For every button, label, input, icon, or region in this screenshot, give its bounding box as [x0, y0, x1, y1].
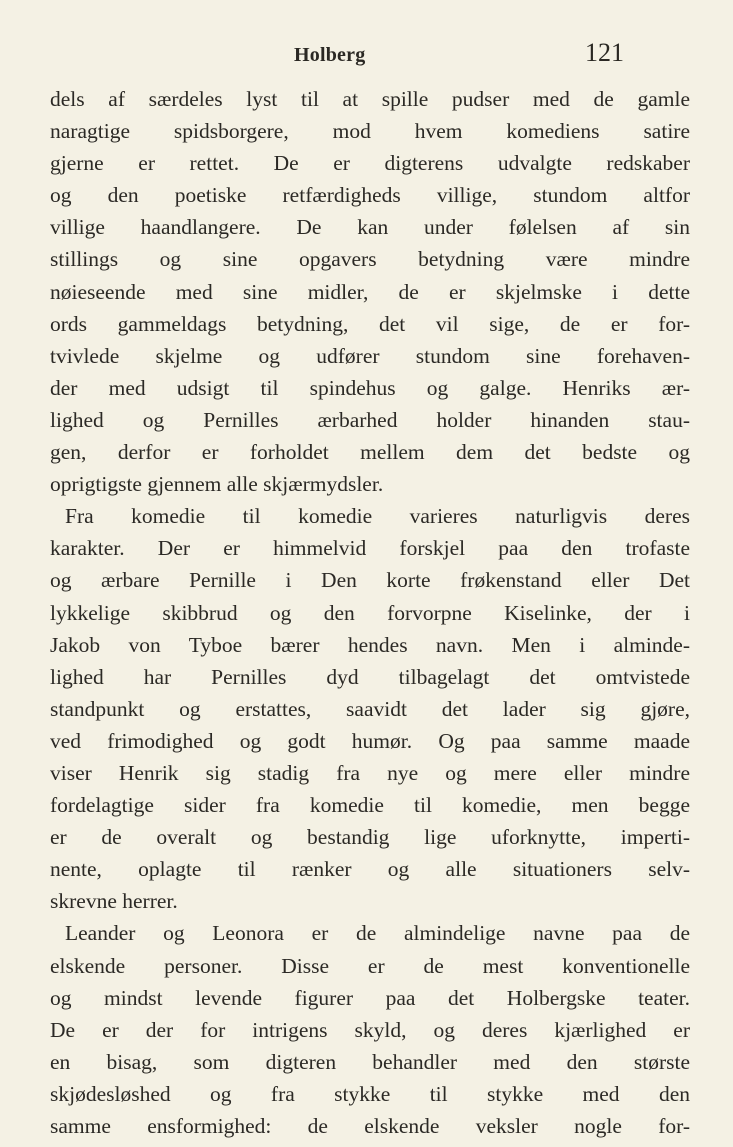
text-line: viser Henrik sig stadig fra nye og mere eller mindre	[50, 760, 690, 785]
text-line: gen, derfor er forholdet mellem dem det bedste og	[50, 440, 690, 465]
text-line: Leander og Leonora er de almindelige navne paa de	[65, 921, 690, 946]
text-line: dels af særdeles lyst til at spille pudser med de gamle	[50, 87, 690, 111]
text-line: tvivlede skjelme og udfører stundom sine forehaven-	[50, 343, 690, 368]
text-line: gjerne er rettet. De er digterens udvalgte redskaber	[50, 151, 690, 176]
text-line: oprigtigste gjennem alle skjærmydsler.	[50, 472, 384, 497]
text-line: fordelagtige sider fra komedie til komedie, men begge	[50, 793, 690, 818]
text-line: nente, oplagte til rænker og alle situationers selv-	[50, 857, 690, 882]
text-line: og ærbare Pernille i Den korte frøkenstand eller Det	[50, 568, 690, 593]
text-line: og mindst levende figurer paa det Holbergske teater.	[50, 985, 690, 1010]
text-line: standpunkt og erstattes, saavidt det lader sig gjøre,	[50, 696, 690, 721]
text-line: naragtige spidsborgere, mod hvem komediens satire	[50, 119, 690, 144]
text-line: ords gammeldags betydning, det vil sige, de er for-	[50, 311, 690, 336]
text-line: ved frimodighed og godt humør. Og paa samme maade	[50, 728, 690, 753]
text-line: er de overalt og bestandig lige uforknytte, imperti-	[50, 825, 690, 850]
page-number: 121	[585, 38, 624, 67]
text-line: samme ensformighed: de elskende veksler nogle for-	[50, 1114, 690, 1138]
body-text	[50, 83, 690, 1142]
text-line: lighed og Pernilles ærbarhed holder hinanden stau-	[50, 407, 690, 432]
text-line: De er der for intrigens skyld, og deres kjærlighed er	[50, 1017, 690, 1042]
text-line: og den poetiske retfærdigheds villige, stundom altfor	[50, 183, 690, 208]
text-line: nøieseende med sine midler, de er skjelmske i dette	[50, 279, 690, 304]
text-line: elskende personer. Disse er de mest konventionelle	[50, 953, 690, 978]
text-line: skjødesløshed og fra stykke til stykke med den	[50, 1081, 690, 1106]
running-title: Holberg	[294, 44, 366, 66]
text-line: lykkelige skibbrud og den forvorpne Kiselinke, der i	[50, 600, 690, 625]
text-line: skrevne herrer.	[50, 889, 178, 914]
text-line: villige haandlangere. De kan under følelsen af sin	[50, 215, 690, 240]
running-head	[0, 38, 733, 72]
text-line: stillings og sine opgavers betydning være mindre	[50, 247, 690, 272]
text-line: der med udsigt til spindehus og galge. Henriks ær-	[50, 375, 690, 400]
text-line: Fra komedie til komedie varieres naturligvis deres	[65, 504, 690, 529]
text-line: Jakob von Tyboe bærer hendes navn. Men i alminde-	[50, 632, 690, 657]
text-line: en bisag, som digteren behandler med den største	[50, 1049, 690, 1074]
text-line: karakter. Der er himmelvid forskjel paa den trofaste	[50, 536, 690, 561]
text-line: lighed har Pernilles dyd tilbagelagt det omtvistede	[50, 664, 690, 689]
